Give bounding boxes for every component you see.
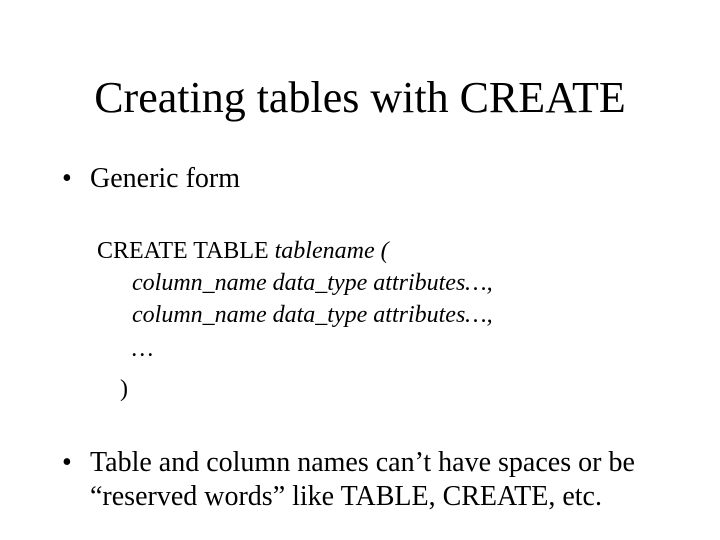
bullet-item-naming-rules <box>62 446 672 514</box>
code-line-create-table <box>97 236 389 266</box>
bullet-icon: • <box>62 447 72 478</box>
code-line-ellipsis: … <box>132 336 154 362</box>
code-open-paren: ( <box>374 238 389 264</box>
bullet-icon: • <box>62 163 72 194</box>
slide-title: Creating tables with CREATE <box>94 73 626 122</box>
bullet-item-generic-form <box>62 162 662 196</box>
bullet-text: Generic form <box>90 163 241 194</box>
bullet-text: Table and column names can’t have spaces or be “reserved words” like TABLE, CREATE, etc. <box>90 447 635 512</box>
code-line-column-1: column_name data_type attributes…, <box>132 270 493 296</box>
code-keyword: CREATE TABLE <box>97 238 275 264</box>
code-line-column-2: column_name data_type attributes…, <box>132 302 493 328</box>
code-tablename: tablename <box>274 238 375 264</box>
code-line-close-paren: ) <box>120 376 128 402</box>
